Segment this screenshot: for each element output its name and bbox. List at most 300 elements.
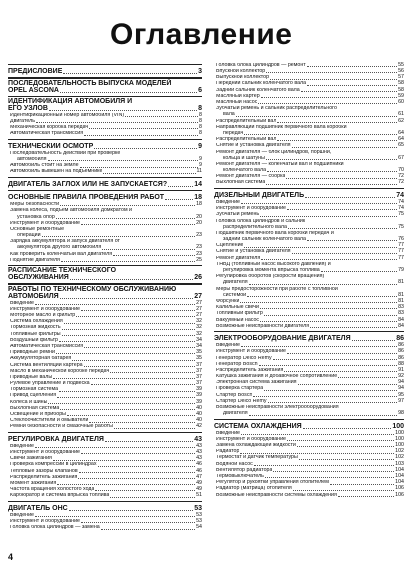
dot-leader	[72, 360, 195, 361]
page-ref: 74	[398, 198, 404, 205]
page-ref: 3	[198, 68, 202, 76]
dot-leader	[292, 253, 398, 254]
toc-entry	[8, 257, 202, 263]
page-ref: 43	[196, 455, 202, 462]
page-ref: 88	[398, 360, 404, 367]
entry-title: системой	[223, 292, 247, 298]
page-ref: 8	[199, 124, 202, 131]
page-ref: 81	[398, 279, 404, 286]
toc-section-heading	[214, 421, 404, 430]
dot-leader	[321, 271, 397, 272]
entry-title: Снятие и установка двигателя	[216, 249, 291, 255]
toc-section-heading	[8, 503, 202, 512]
page-ref: 95	[398, 391, 404, 398]
dot-leader	[241, 203, 397, 204]
page-ref: 77	[398, 248, 404, 255]
page-ref: 104	[395, 479, 404, 486]
entry-title: Введение	[216, 343, 240, 349]
dot-leader	[64, 323, 195, 324]
entry-title: Аккумуляторная батарея	[10, 356, 72, 362]
dot-leader	[80, 167, 198, 168]
entry-title: Выхлопная система	[10, 405, 60, 411]
page-ref: 37	[196, 367, 202, 374]
entry-title: Свечи зажигания	[10, 456, 52, 462]
dot-leader	[249, 284, 397, 285]
page-ref: 81	[398, 291, 404, 298]
dot-leader	[310, 327, 397, 328]
section-title: ТЕХНИЧЕСКИЙ ОСМОТР	[8, 142, 94, 150]
section-title-line: ОБСЛУЖИВАНИЯ	[8, 274, 69, 282]
page-ref: 100	[392, 422, 404, 430]
page-ref: 14	[194, 180, 202, 188]
toc-section-heading	[214, 190, 404, 199]
entry-title: Радиатор	[216, 449, 240, 455]
section-divider	[8, 177, 202, 178]
toc-entry	[8, 524, 202, 530]
entry-title: Ремонт двигателя — сборка	[216, 174, 286, 180]
dot-leader	[35, 447, 195, 448]
section-title-line: РАБОТЫ ПО ТЕХНИЧЕСКОМУ ОБСЛУЖИВАНИЮ	[8, 285, 177, 293]
dot-leader	[268, 402, 398, 403]
page-ref: 76	[398, 236, 404, 243]
section-title-line: ИДЕНТИФИКАЦИЯ АВТОМОБИЛЯ И	[8, 97, 133, 105]
dot-leader	[101, 529, 195, 530]
section-title: ДИЗЕЛЬНЫЙ ДВИГАТЕЛЬ	[214, 192, 305, 200]
entry-title: Автоматическая трансмиссия	[10, 131, 84, 137]
entry-title: Тормозная система	[10, 387, 59, 393]
dot-leader	[98, 466, 196, 467]
page-ref: 27	[196, 299, 202, 306]
page-ref: 84	[398, 322, 404, 329]
page-ref: 27	[194, 292, 202, 300]
dot-leader	[91, 384, 195, 385]
page-ref: 100	[395, 429, 404, 436]
entry-title: Выпускной коллектор	[216, 75, 270, 81]
section-title: ПРЕДИСЛОВИЕ	[8, 68, 63, 76]
page-ref: 74	[396, 192, 404, 200]
entry-title: Частота вращения холостого хода	[10, 487, 95, 493]
entry-title: Меры безопасности	[10, 202, 60, 208]
page-ref: 74	[398, 205, 404, 212]
page-ref: 43	[196, 449, 202, 456]
entry-title: Инструмент и оборудование	[216, 349, 286, 355]
entry-title: распределительного вала	[223, 224, 287, 230]
toc-section-heading	[8, 192, 202, 201]
dot-leader	[265, 477, 394, 478]
page-ref: 75	[398, 223, 404, 230]
dot-leader	[110, 497, 195, 498]
page-ref: 6	[198, 86, 202, 94]
page-ref: 56	[398, 68, 404, 75]
page-ref: 86	[396, 335, 404, 343]
dot-leader	[78, 478, 195, 479]
dot-leader	[95, 490, 195, 491]
page-ref: 34	[196, 342, 202, 349]
page-ref: 60	[398, 99, 404, 106]
dot-leader	[244, 247, 397, 248]
dot-leader	[59, 391, 195, 392]
entry-title: Возможные неисправности электрооборудования	[216, 405, 339, 411]
page-ref: 83	[398, 310, 404, 317]
page-ref: 77	[398, 254, 404, 261]
page-ref: 32	[196, 324, 202, 331]
entry-title: аккумулятора другого автомобиля	[17, 245, 102, 251]
entry-title: Ремонт двигателя	[216, 255, 261, 261]
page-ref: 40	[196, 404, 202, 411]
dot-leader	[67, 415, 195, 416]
section-title: СИСТЕМА ОХЛАЖДЕНИЯ	[214, 422, 302, 430]
toc-section-heading	[8, 434, 202, 443]
dot-leader	[62, 329, 195, 330]
toc-entry	[214, 410, 404, 416]
entry-title: Введение	[10, 443, 34, 449]
page-ref: 11	[196, 168, 202, 175]
page-ref: 79	[398, 267, 404, 273]
page-ref: 58	[398, 86, 404, 93]
dot-leader	[240, 302, 397, 303]
dot-leader	[103, 173, 195, 174]
page-ref: 103	[395, 460, 404, 467]
page-ref: 86	[398, 354, 404, 361]
dot-leader	[288, 228, 397, 229]
entry-title: Термовыключатель	[216, 474, 264, 480]
page-ref: 106	[395, 485, 404, 492]
page-ref: 67	[398, 154, 404, 161]
entry-title: Снятие и установка двигателя	[216, 143, 291, 149]
dot-leader	[330, 484, 394, 485]
entry-title: Механическая коробка передач	[10, 125, 89, 131]
entry-title: задний сальник коленчатого вала	[223, 237, 306, 243]
dot-leader	[53, 460, 195, 461]
page-ref: 43	[196, 442, 202, 449]
dot-leader	[69, 510, 194, 511]
dot-leader	[89, 422, 195, 423]
entry-title: Автомобиль стоит на земле	[10, 163, 79, 169]
section-title-line: OPEL ASCONA	[8, 86, 59, 94]
dot-leader	[60, 92, 197, 93]
section-title-line: РАСПИСАНИЕ ТЕХНИЧЕСКОГО	[8, 267, 117, 275]
page-ref: 53	[194, 504, 202, 512]
entry-title: Введение	[216, 430, 240, 436]
dot-leader	[70, 279, 193, 280]
entry-title: Рулевое управление и подвеска	[10, 381, 90, 387]
dot-leader	[42, 236, 195, 237]
page-ref: 64	[398, 129, 404, 136]
entry-title: Приводные ремни	[10, 350, 55, 356]
entry-title: Распределительный вал	[216, 137, 277, 143]
page-ref: 106	[395, 491, 404, 498]
dot-leader	[94, 148, 197, 149]
dot-leader	[236, 116, 397, 117]
dot-leader	[260, 321, 397, 322]
dot-leader	[307, 66, 397, 67]
entry-title: Генератор Delco Remy	[216, 355, 272, 361]
entry-title: Впускной коллектор	[216, 69, 266, 75]
dot-leader	[266, 184, 397, 185]
dot-leader	[266, 159, 397, 160]
toc-section-heading	[8, 66, 202, 75]
entry-title: Инструмент и оборудование	[216, 206, 286, 212]
entry-title: Замена колеса, подъем автомобиля домкратом и	[10, 208, 133, 214]
page-ref: 49	[196, 480, 202, 486]
entry-title: Передний сальник коленчатого вала	[216, 81, 307, 87]
section-title: ОСНОВНЫЕ ПРАВИЛА ПРОВЕДЕНИЯ РАБОТ	[8, 194, 165, 202]
page-ref: 53	[196, 511, 202, 518]
page-ref: 9	[199, 156, 202, 163]
dot-leader	[59, 341, 195, 342]
entry-title: Колеса и шины	[10, 399, 48, 405]
page-ref: 64	[398, 136, 404, 143]
entry-title: Как проверить коленчатый вал двигателя	[10, 251, 113, 257]
page-ref: 83	[398, 304, 404, 311]
dot-leader	[287, 440, 394, 441]
dot-leader	[293, 490, 394, 491]
page-ref: 39	[196, 398, 202, 405]
entry-title: Топливный фильтр	[216, 311, 263, 317]
page-ref: 37	[196, 373, 202, 380]
page-ref: 84	[398, 316, 404, 323]
entry-title: Инструмент и оборудование	[10, 519, 80, 525]
dot-leader	[84, 135, 198, 136]
toc-section-heading	[8, 80, 202, 94]
dot-leader	[62, 335, 196, 336]
entry-title: вала	[223, 112, 235, 118]
dot-leader	[266, 72, 397, 73]
entry-title: Возможные неисправности двигателя	[216, 323, 310, 329]
dot-leader	[240, 453, 394, 454]
section-title: ДВИГАТЕЛЬ ЗАГЛОХ ИЛИ НЕ ЗАПУСКАЕТСЯ?	[8, 180, 168, 188]
dot-leader	[261, 97, 397, 98]
page-ref: 35	[196, 355, 202, 362]
entry-title: Регулировка оборотов (скорости вращения)	[216, 274, 325, 280]
section-divider	[8, 190, 202, 191]
entry-title: Двигатель	[10, 118, 35, 124]
entry-title: Головка блока цилиндров и сальник	[216, 218, 306, 224]
page-ref: 54	[196, 524, 202, 531]
entry-title: Введение	[216, 199, 240, 205]
toc-section-heading	[214, 333, 404, 342]
dot-leader	[261, 259, 397, 260]
dot-leader	[247, 296, 397, 297]
entry-title: двигателя	[223, 411, 248, 417]
entry-title: Приводные валы	[10, 374, 53, 380]
toc-section-heading	[8, 141, 202, 150]
entry-title: Освещение и приборы	[10, 412, 66, 418]
entry-title: Автомобиль вывешен на подъемнике	[10, 169, 103, 175]
entry-title: Зубчатый ремень	[216, 212, 260, 218]
dot-leader	[57, 397, 195, 398]
dot-leader	[284, 371, 397, 372]
dot-leader	[307, 240, 397, 241]
dot-leader	[125, 116, 198, 117]
page-ref: 55	[398, 61, 404, 68]
dot-leader	[60, 409, 195, 410]
section-title-line: ЕГО УЗЛОВ	[8, 104, 48, 112]
page-ref: 91	[398, 366, 404, 373]
page-ref: 102	[395, 448, 404, 455]
entry-title: Тепловые зазоры клапанов	[10, 468, 78, 474]
dot-leader	[53, 378, 195, 379]
dot-leader	[113, 255, 195, 256]
entry-title: Распределитель зажигания	[10, 474, 78, 480]
page-ref: 26	[194, 274, 202, 282]
dot-leader	[81, 224, 195, 225]
dot-leader	[76, 316, 195, 317]
entry-title: Момент зажигания	[10, 481, 57, 486]
dot-leader	[63, 73, 197, 74]
dot-leader	[277, 140, 397, 141]
dot-leader	[264, 315, 397, 316]
page-ref: 65	[398, 142, 404, 149]
entry-title: Инструмент и оборудование	[10, 450, 80, 456]
page-ref: 59	[398, 92, 404, 99]
entry-title: Последовательность действий при проверке	[10, 150, 121, 156]
page-ref: 39	[196, 386, 202, 393]
page-ref: 27	[196, 312, 202, 319]
dot-leader	[48, 403, 195, 404]
page-ref: 46	[196, 467, 202, 474]
page-ref: 32	[196, 318, 202, 325]
dot-leader	[273, 359, 397, 360]
entry-title: Ремонт двигателя — коленчатый вал и подшипники	[216, 161, 344, 167]
page-ref: 40	[196, 417, 202, 424]
entry-title: Радиатор (матрица) отопителя	[216, 486, 292, 492]
dot-leader	[273, 471, 394, 472]
dot-leader	[81, 310, 195, 311]
section-title-line: АВТОМОБИЛЯ	[8, 292, 59, 300]
dot-leader	[81, 453, 195, 454]
entry-title: регулировка момента впрыска топлива	[223, 268, 320, 273]
entry-title: Ремни безопасности и смазочные работы	[10, 424, 113, 430]
entry-title: Стартер Delco Remy	[216, 398, 267, 404]
dot-leader	[241, 346, 397, 347]
dot-leader	[277, 122, 397, 123]
dot-leader	[259, 365, 398, 366]
entry-title: Инструмент и оборудование	[216, 436, 286, 442]
entry-title: Топливные фильтры	[10, 331, 61, 337]
page-ref: 23	[196, 244, 202, 251]
section-divider	[8, 64, 202, 65]
toc-section-heading	[8, 179, 202, 188]
dot-leader	[48, 160, 199, 161]
section-divider	[214, 331, 404, 332]
entry-title: передач	[223, 130, 244, 136]
entry-title: ТНВД (топливный насос высокого давления) и	[216, 261, 331, 267]
toc-entry	[214, 323, 404, 329]
toc-entry	[8, 492, 202, 498]
entry-title: Замена охлаждающей жидкости	[216, 443, 296, 449]
page-ref: 46	[196, 461, 202, 468]
entry-title: Инструмент и оборудование	[10, 220, 80, 226]
entry-title: Система охлаждения	[10, 319, 63, 325]
page-ref: 100	[395, 442, 404, 449]
section-divider	[8, 432, 202, 433]
page-ref: 98	[398, 410, 404, 417]
entry-title: Поднятие двигателя	[10, 257, 60, 263]
page-ref: 18	[194, 194, 202, 202]
entry-title: Калильные свечи	[216, 305, 259, 311]
section-title: РЕГУЛИРОВКА ДВИГАТЕЛЯ	[8, 435, 104, 443]
dot-leader	[307, 85, 397, 86]
entry-title: Выхлопная система	[216, 180, 266, 186]
dot-leader	[267, 171, 397, 172]
dot-leader	[60, 298, 194, 299]
page-ref: 104	[395, 473, 404, 480]
entry-title: Основные ремонтные	[10, 226, 65, 232]
page-ref: 39	[196, 392, 202, 399]
entry-title: Распределительный вал	[216, 118, 277, 124]
entry-title: Воздушный фильтр	[10, 337, 59, 343]
section-divider	[8, 139, 202, 140]
entry-title: Моторное масло и фильтр	[10, 313, 76, 319]
entry-title: Водяной насос	[216, 461, 253, 467]
toc-entry	[8, 169, 202, 175]
page-ref: 43	[194, 435, 202, 443]
section-divider	[214, 419, 404, 420]
entry-title: Зарядка аккумулятора и запуск двигателя от	[10, 239, 120, 245]
page-ref: 25	[196, 256, 202, 263]
page-ref: 37	[196, 380, 202, 387]
entry-title: Электронная система зажигания	[216, 380, 297, 386]
dot-leader	[84, 347, 195, 348]
entry-title: Направляющий подшипник первичного вала коробки	[216, 124, 347, 130]
toc-section-heading	[8, 286, 202, 300]
entry-title: двигателя	[223, 280, 248, 286]
page-ref: 75	[398, 211, 404, 218]
dot-leader	[287, 209, 397, 210]
entry-title: коленчатого вала	[223, 168, 267, 174]
entry-title: Регулятор и рукоятки управления отопителем	[216, 480, 329, 486]
dot-leader	[49, 110, 197, 111]
entry-title: Головка блока цилиндров — замена	[10, 525, 100, 531]
section-divider	[8, 77, 202, 78]
dot-leader	[270, 79, 397, 80]
dot-leader	[60, 205, 195, 206]
page-ref: 8	[199, 117, 202, 124]
dot-leader	[105, 441, 193, 442]
page-ref: 104	[395, 466, 404, 473]
entry-title: Стеклоочистители и омыватели	[10, 418, 89, 424]
dot-leader	[168, 186, 193, 187]
dot-leader	[286, 178, 397, 179]
entry-title: Масляный насос	[216, 100, 258, 106]
entry-title: Форсунки	[216, 298, 240, 304]
page-ref: 18	[196, 201, 202, 208]
dot-leader	[305, 197, 395, 198]
page-ref: 37	[196, 361, 202, 368]
page-ref: 57	[398, 74, 404, 81]
page-ref: 102	[395, 454, 404, 461]
entry-title: Карбюратор и система впрыска топлива	[10, 493, 110, 499]
page-ref: 8	[199, 111, 202, 118]
page-ref: 94	[398, 379, 404, 386]
page-ref: 100	[395, 435, 404, 442]
dot-leader	[84, 366, 195, 367]
dot-leader	[81, 522, 195, 523]
dot-leader	[264, 390, 397, 391]
toc-section-heading	[8, 267, 202, 281]
entry-title: Автоматическая трансмиссия	[10, 343, 84, 349]
page-ref: 8	[199, 130, 202, 137]
dot-leader	[35, 516, 195, 517]
dot-leader	[338, 496, 394, 497]
entry-title: автомобиля	[17, 157, 47, 163]
page-ref: 42	[196, 423, 202, 430]
entry-title: Катушка зажигания и добавочное сопротивление	[216, 374, 338, 380]
dot-leader	[56, 218, 195, 219]
entry-title: Масляный картер	[216, 93, 260, 99]
toc-entry	[8, 424, 202, 430]
